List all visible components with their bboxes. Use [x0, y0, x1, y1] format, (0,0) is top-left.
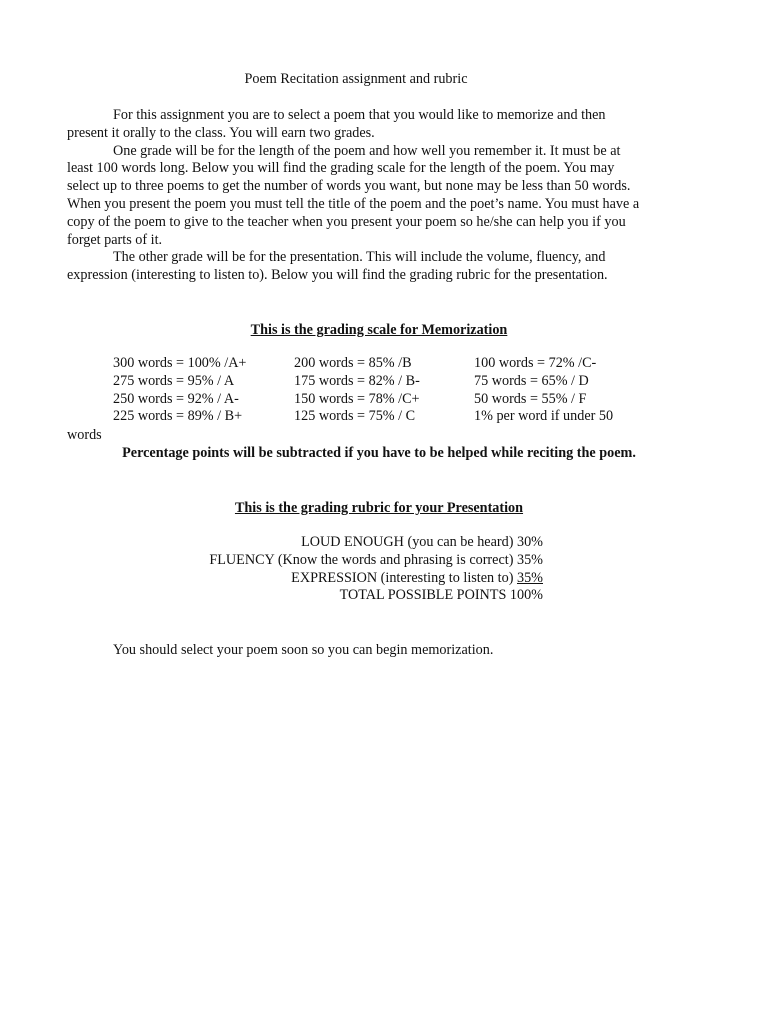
- scale-cell: 200 words = 85% /B: [294, 355, 412, 371]
- help-penalty-note: Percentage points will be subtracted if you have to be helped while reciting the poem.: [122, 445, 636, 461]
- scale-cell: 275 words = 95% / A: [113, 372, 235, 389]
- instructions: [67, 107, 645, 285]
- scale-cell: 1% per word if under 50: [474, 408, 614, 425]
- scale-cell: 300 words = 100% /A+: [113, 355, 247, 371]
- rubric-points: 35%: [516, 569, 543, 586]
- rubric-item: [100, 534, 543, 552]
- scale-cell: 125 words = 75% / C: [294, 408, 416, 425]
- rubric-points: 30%: [516, 534, 543, 550]
- scale-row: [113, 391, 634, 409]
- presentation-rubric: [100, 534, 543, 605]
- scale-cell: 250 words = 92% / A-: [113, 390, 239, 407]
- closing-sentence: You should select your poem soon so you can begin memorization.: [113, 642, 494, 658]
- rubric-points: 100%: [509, 587, 543, 604]
- scale-row: [113, 373, 634, 391]
- scale-cell: 225 words = 89% / B+: [113, 408, 243, 425]
- presentation-heading: This is the grading rubric for your Presentation: [234, 500, 524, 516]
- scale-cell: 75 words = 65% / D: [474, 372, 589, 389]
- memorization-scale: [113, 355, 634, 426]
- scale-cell: 50 words = 55% / F: [474, 390, 587, 407]
- paragraph-length-grade: One grade will be for the length of the poem and how well you remember it. It must be at least 100 words long. Below you will find the grading scale for the length of the poem. You may select up to three poems to get the number of words you want, but none may be less than 50 words. When you present the poem you must tell the title of the poem and the poet’s name. You must have a copy of the poem to give to the teacher when you present your poem so he/she can help you if you forget parts of it.: [67, 142, 640, 248]
- rubric-points: 35%: [516, 551, 543, 568]
- rubric-label: TOTAL POSSIBLE POINTS: [339, 587, 507, 604]
- rubric-label: FLUENCY (Know the words and phrasing is correct): [209, 551, 514, 568]
- scale-row: [113, 355, 634, 373]
- rubric-label: EXPRESSION (interesting to listen to): [291, 569, 514, 586]
- rubric-item: [100, 552, 543, 570]
- paragraph-presentation-grade: The other grade will be for the presentation. This will include the volume, fluency, and expression (interesting to listen to). Below you will find the grading rubric for the presentation.: [67, 249, 608, 284]
- scale-cell: 175 words = 82% / B-: [294, 372, 420, 389]
- scale-cell: 150 words = 78% /C+: [294, 390, 420, 407]
- rubric-item: [100, 570, 543, 588]
- scale-row: [113, 408, 634, 426]
- scale-cell: 100 words = 72% /C-: [474, 355, 597, 371]
- scale-wrap-text: words: [67, 427, 102, 443]
- rubric-label: LOUD ENOUGH (you can be heard): [301, 534, 514, 550]
- document-title: Poem Recitation assignment and rubric: [244, 71, 468, 87]
- rubric-total: [100, 587, 543, 605]
- paragraph-intro: For this assignment you are to select a poem that you would like to memorize and then present it orally to the class. You will earn two grades.: [67, 107, 606, 141]
- memorization-heading: This is the grading scale for Memorization: [250, 322, 508, 338]
